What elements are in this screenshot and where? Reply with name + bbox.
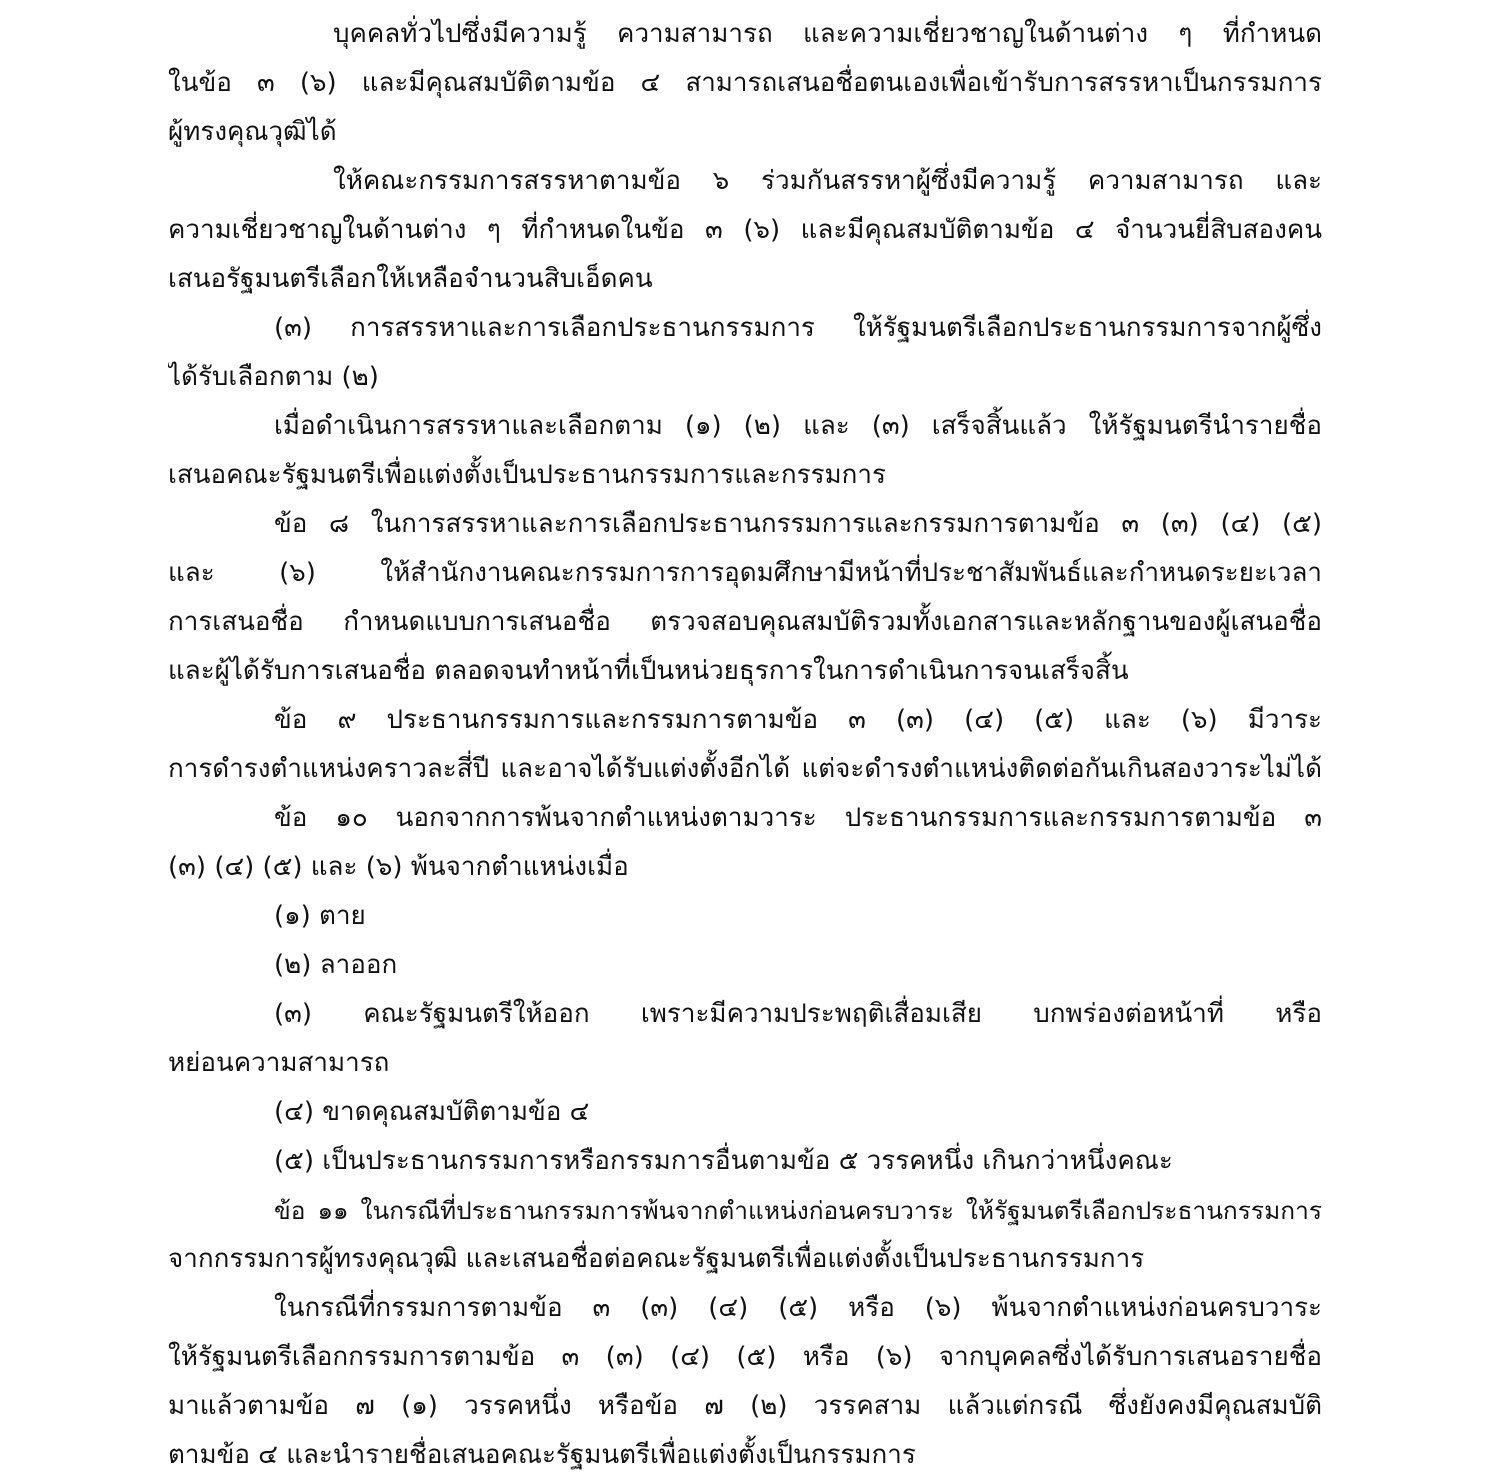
- text-line: (๑) ตาย: [274, 901, 366, 931]
- text-line: ให้คณะกรรมการสรรหาตามข้อ ๖ ร่วมกันสรรหาผู้ซึ่งมีความรู้ ความสามารถ และ: [333, 166, 1322, 196]
- text-line: (๕) เป็นประธานกรรมการหรือกรรมการอื่นตามข้อ ๕ วรรคหนึ่ง เกินกว่าหนึ่งคณะ: [274, 1146, 1173, 1176]
- text-line: ตามข้อ ๔ และนำรายชื่อเสนอคณะรัฐมนตรีเพื่อแต่งตั้งเป็นกรรมการ: [168, 1440, 916, 1470]
- text-line: ข้อ ๘ ในการสรรหาและการเลือกประธานกรรมการและกรรมการตามข้อ ๓ (๓) (๔) (๕): [274, 509, 1322, 539]
- text-line: การดำรงตำแหน่งคราวละสี่ปี และอาจได้รับแต่งตั้งอีกได้ แต่จะดำรงตำแหน่งติดต่อกันเกินสองวาระไม่ได้: [168, 754, 1322, 784]
- text-line: ข้อ ๑๐ นอกจากการพ้นจากตำแหน่งตามวาระ ประธานกรรมการและกรรมการตามข้อ ๓: [274, 803, 1322, 833]
- text-line: และ (๖) ให้สำนักงานคณะกรรมการการอุดมศึกษามีหน้าที่ประชาสัมพันธ์และกำหนดระยะเวลา: [168, 558, 1322, 588]
- text-line: ให้รัฐมนตรีเลือกกรรมการตามข้อ ๓ (๓) (๔) (๕) หรือ (๖) จากบุคคลซึ่งได้รับการเสนอรายชื่อ: [168, 1342, 1322, 1372]
- text-line: จากกรรมการผู้ทรงคุณวุฒิ และเสนอชื่อต่อคณะรัฐมนตรีเพื่อแต่งตั้งเป็นประธานกรรมการ: [168, 1244, 1145, 1274]
- text-line: (๔) ขาดคุณสมบัติตามข้อ ๔: [274, 1097, 590, 1127]
- text-line: ข้อ ๑๑ ในกรณีที่ประธานกรรมการพ้นจากตำแหน่งก่อนครบวาระ ให้รัฐมนตรีเลือกประธานกรรมการ: [274, 1196, 1322, 1225]
- text-line: เมื่อดำเนินการสรรหาและเลือกตาม (๑) (๒) และ (๓) เสร็จสิ้นแล้ว ให้รัฐมนตรีนำรายชื่อ: [274, 411, 1322, 441]
- text-line: (๓) การสรรหาและการเลือกประธานกรรมการ ให้รัฐมนตรีเลือกประธานกรรมการจากผู้ซึ่ง: [274, 313, 1322, 343]
- text-line: เสนอคณะรัฐมนตรีเพื่อแต่งตั้งเป็นประธานกรรมการและกรรมการ: [168, 460, 886, 490]
- text-line: ความเชี่ยวชาญในด้านต่าง ๆ ที่กำหนดในข้อ ๓ (๖) และมีคุณสมบัติตามข้อ ๔ จำนวนยี่สิบสองคน: [168, 215, 1322, 245]
- text-line: เสนอรัฐมนตรีเลือกให้เหลือจำนวนสิบเอ็ดคน: [168, 264, 653, 294]
- text-line: ในข้อ ๓ (๖) และมีคุณสมบัติตามข้อ ๔ สามารถเสนอชื่อตนเองเพื่อเข้ารับการสรรหาเป็นกรรมการ: [168, 68, 1322, 98]
- text-line: (๓) (๔) (๕) และ (๖) พ้นจากตำแหน่งเมื่อ: [168, 852, 629, 882]
- text-line: ข้อ ๙ ประธานกรรมการและกรรมการตามข้อ ๓ (๓) (๔) (๕) และ (๖) มีวาระ: [274, 705, 1322, 735]
- text-line: ผู้ทรงคุณวุฒิได้: [168, 117, 337, 147]
- text-line: (๓) คณะรัฐมนตรีให้ออก เพราะมีความประพฤติเสื่อมเสีย บกพร่องต่อหน้าที่ หรือ: [274, 999, 1322, 1029]
- text-line: การเสนอชื่อ กำหนดแบบการเสนอชื่อ ตรวจสอบคุณสมบัติรวมทั้งเอกสารและหลักฐานของผู้เสนอชื่อ: [168, 607, 1322, 637]
- text-line: ได้รับเลือกตาม (๒): [168, 362, 379, 392]
- text-line: บุคคลทั่วไปซึ่งมีความรู้ ความสามารถ และความเชี่ยวชาญในด้านต่าง ๆ ที่กำหนด: [333, 19, 1322, 49]
- text-line: หย่อนความสามารถ: [168, 1048, 390, 1078]
- text-line: ในกรณีที่กรรมการตามข้อ ๓ (๓) (๔) (๕) หรือ (๖) พ้นจากตำแหน่งก่อนครบวาระ: [274, 1293, 1322, 1323]
- text-line: และผู้ได้รับการเสนอชื่อ ตลอดจนทำหน้าที่เป็นหน่วยธุรการในการดำเนินการจนเสร็จสิ้น: [168, 656, 1129, 686]
- document-page: [168, 10, 1322, 1480]
- text-line: (๒) ลาออก: [274, 950, 398, 980]
- text-line: มาแล้วตามข้อ ๗ (๑) วรรคหนึ่ง หรือข้อ ๗ (๒) วรรคสาม แล้วแต่กรณี ซึ่งยังคงมีคุณสมบัติ: [168, 1391, 1322, 1421]
